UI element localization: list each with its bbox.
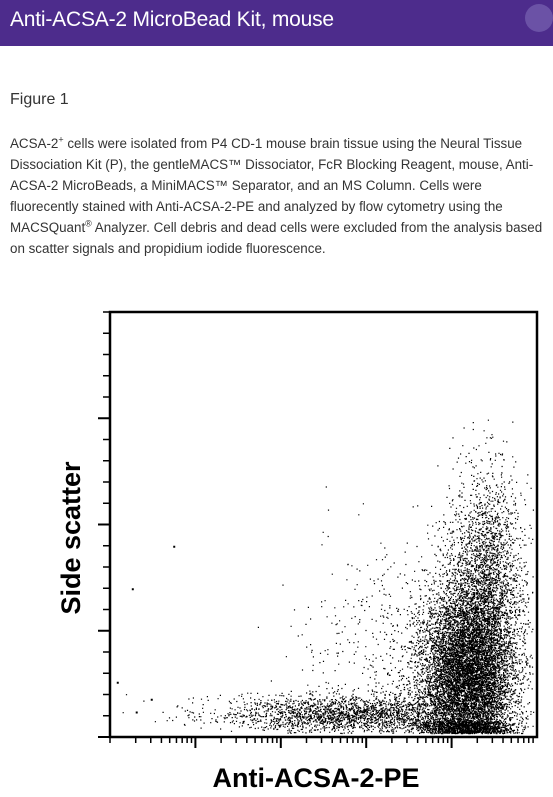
x-ticks (110, 737, 533, 748)
scatter-outlier-point (136, 712, 138, 714)
page-header (0, 0, 553, 46)
scatter-chart (0, 300, 553, 797)
scatter-outlier-point (173, 546, 175, 548)
x-axis-label: Anti-ACSA-2-PE (212, 763, 420, 793)
y-ticks (98, 312, 110, 737)
header-circle-icon (525, 4, 553, 32)
y-axis-label: Side scatter (56, 461, 86, 615)
page-title: Anti-ACSA-2 MicroBead Kit, mouse (10, 8, 334, 31)
scatter-outlier-point (151, 699, 153, 701)
caption-text-2: cells were isolated from P4 CD-1 mouse brain tissue using the Neural Tissue Dissociation Kit (P), the gentleMACS™ Dissociator, FcR Blocking Reagent, mouse, Anti-ACSA-2 MicroBeads, a MiniMACS™ Separator, and an MS Column. Cells were fluorecently stained with Anti-ACSA-2-PE and analyzed by flow cytometry using the MACSQuant (10, 136, 534, 235)
scatter-outlier-point (117, 682, 119, 684)
caption-text-3: Analyzer. Cell debris and dead cells were excluded from the analysis based on scatter signals and propidium iodide fluorescence. (10, 220, 543, 256)
caption-sup-registered: ® (85, 218, 92, 229)
caption-sup-plus: + (58, 134, 64, 145)
figure-caption (10, 133, 545, 259)
scatter-points (117, 420, 534, 735)
caption-text-1: ACSA-2 (10, 136, 59, 151)
scatter-outlier-point (132, 588, 134, 590)
figure-label: Figure 1 (10, 91, 69, 108)
